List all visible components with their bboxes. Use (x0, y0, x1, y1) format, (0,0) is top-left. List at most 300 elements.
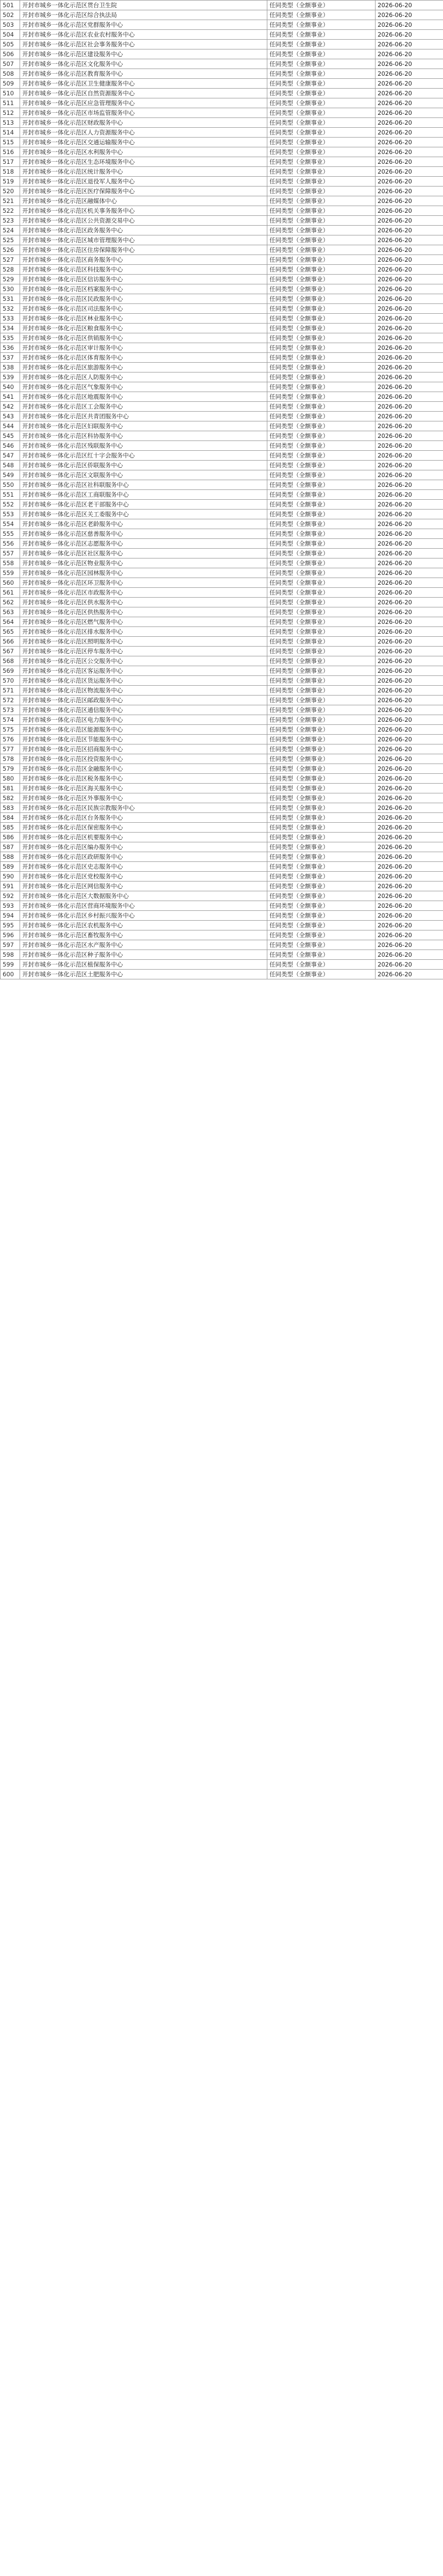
position-type: 任同类型（全额事业） (267, 461, 376, 470)
organization-name: 开封市城乡一体化示范区物流服务中心 (20, 686, 267, 696)
organization-name: 开封市城乡一体化示范区土肥服务中心 (20, 970, 267, 979)
table-row (1, 735, 443, 744)
organization-name: 开封市城乡一体化示范区党校服务中心 (20, 872, 267, 882)
row-number: 564 (1, 617, 20, 627)
table-row (1, 647, 443, 656)
row-number: 590 (1, 872, 20, 882)
organization-name: 开封市城乡一体化示范区水产服务中心 (20, 940, 267, 950)
deadline-date: 2026-06-20 (376, 578, 443, 588)
row-number: 577 (1, 744, 20, 754)
row-number: 543 (1, 412, 20, 421)
row-number: 537 (1, 353, 20, 363)
row-number: 585 (1, 823, 20, 833)
table-row (1, 304, 443, 314)
deadline-date: 2026-06-20 (376, 793, 443, 803)
organization-name: 开封市城乡一体化示范区水利服务中心 (20, 147, 267, 157)
organization-name: 开封市城乡一体化示范区保密服务中心 (20, 823, 267, 833)
table-row (1, 294, 443, 304)
deadline-date: 2026-06-20 (376, 872, 443, 882)
deadline-date: 2026-06-20 (376, 255, 443, 265)
row-number: 572 (1, 696, 20, 705)
row-number: 596 (1, 930, 20, 940)
position-type: 任同类型（全额事业） (267, 813, 376, 823)
table-row (1, 519, 443, 529)
organization-name: 开封市城乡一体化示范区自然资源服务中心 (20, 89, 267, 98)
position-type: 任同类型（全额事业） (267, 872, 376, 882)
row-number: 532 (1, 304, 20, 314)
position-type: 任同类型（全额事业） (267, 284, 376, 294)
table-row (1, 421, 443, 431)
row-number: 544 (1, 421, 20, 431)
position-type: 任同类型（全额事业） (267, 147, 376, 157)
organization-name: 开封市城乡一体化示范区通信服务中心 (20, 705, 267, 715)
deadline-date: 2026-06-20 (376, 803, 443, 813)
row-number: 589 (1, 862, 20, 872)
row-number: 506 (1, 49, 20, 59)
deadline-date: 2026-06-20 (376, 343, 443, 353)
position-type: 任同类型（全额事业） (267, 735, 376, 744)
position-type: 任同类型（全额事业） (267, 402, 376, 412)
organization-name: 开封市城乡一体化示范区政研服务中心 (20, 852, 267, 862)
position-type: 任同类型（全额事业） (267, 921, 376, 930)
deadline-date: 2026-06-20 (376, 490, 443, 500)
row-number: 550 (1, 480, 20, 490)
organization-name: 开封市城乡一体化示范区融媒体中心 (20, 196, 267, 206)
position-type: 任同类型（全额事业） (267, 529, 376, 539)
row-number: 573 (1, 705, 20, 715)
table-row (1, 882, 443, 891)
organization-name: 开封市城乡一体化示范区照明服务中心 (20, 637, 267, 647)
table-row (1, 607, 443, 617)
position-type: 任同类型（全额事业） (267, 1, 376, 10)
position-type: 任同类型（全额事业） (267, 510, 376, 519)
position-type: 任同类型（全额事业） (267, 656, 376, 666)
row-number: 582 (1, 793, 20, 803)
organization-name: 开封市城乡一体化示范区老干部服务中心 (20, 500, 267, 510)
deadline-date: 2026-06-20 (376, 187, 443, 196)
position-type: 任同类型（全额事业） (267, 598, 376, 607)
deadline-date: 2026-06-20 (376, 392, 443, 402)
row-number: 591 (1, 882, 20, 891)
deadline-date: 2026-06-20 (376, 823, 443, 833)
deadline-date: 2026-06-20 (376, 118, 443, 128)
row-number: 583 (1, 803, 20, 813)
row-number: 540 (1, 382, 20, 392)
row-number: 576 (1, 735, 20, 744)
position-type: 任同类型（全额事业） (267, 353, 376, 363)
row-number: 599 (1, 960, 20, 970)
organization-name: 开封市城乡一体化示范区台务服务中心 (20, 813, 267, 823)
table-row (1, 578, 443, 588)
deadline-date: 2026-06-20 (376, 940, 443, 950)
table-row (1, 803, 443, 813)
position-type: 任同类型（全额事业） (267, 568, 376, 578)
table-row (1, 108, 443, 118)
table-row (1, 588, 443, 598)
deadline-date: 2026-06-20 (376, 568, 443, 578)
row-number: 536 (1, 343, 20, 353)
row-number: 595 (1, 921, 20, 930)
organization-name: 开封市城乡一体化示范区种子服务中心 (20, 950, 267, 960)
position-type: 任同类型（全额事业） (267, 333, 376, 343)
position-type: 任同类型（全额事业） (267, 470, 376, 480)
row-number: 530 (1, 284, 20, 294)
position-type: 任同类型（全额事业） (267, 686, 376, 696)
deadline-date: 2026-06-20 (376, 157, 443, 167)
position-type: 任同类型（全额事业） (267, 578, 376, 588)
table-row (1, 343, 443, 353)
position-type: 任同类型（全额事业） (267, 911, 376, 921)
row-number: 562 (1, 598, 20, 607)
deadline-date: 2026-06-20 (376, 891, 443, 901)
position-type: 任同类型（全额事业） (267, 696, 376, 705)
organization-name: 开封市城乡一体化示范区乡村振兴服务中心 (20, 911, 267, 921)
organization-name: 开封市城乡一体化示范区民政服务中心 (20, 294, 267, 304)
row-number: 511 (1, 98, 20, 108)
table-row (1, 402, 443, 412)
table-row (1, 470, 443, 480)
organization-name: 开封市城乡一体化示范区气象服务中心 (20, 382, 267, 392)
deadline-date: 2026-06-20 (376, 784, 443, 793)
position-type: 任同类型（全额事业） (267, 128, 376, 138)
table-row (1, 598, 443, 607)
organization-name: 开封市城乡一体化示范区人力资源服务中心 (20, 128, 267, 138)
organization-name: 开封市城乡一体化示范区植保服务中心 (20, 960, 267, 970)
table-row (1, 930, 443, 940)
table-row (1, 490, 443, 500)
deadline-date: 2026-06-20 (376, 40, 443, 49)
position-type: 任同类型（全额事业） (267, 265, 376, 275)
row-number: 574 (1, 715, 20, 725)
position-type: 任同类型（全额事业） (267, 255, 376, 265)
row-number: 593 (1, 901, 20, 911)
position-type: 任同类型（全额事业） (267, 901, 376, 911)
position-type: 任同类型（全额事业） (267, 314, 376, 324)
table-row (1, 157, 443, 167)
row-number: 517 (1, 157, 20, 167)
table-row (1, 921, 443, 930)
table-row (1, 764, 443, 774)
row-number: 578 (1, 754, 20, 764)
table-row (1, 500, 443, 510)
table-row (1, 187, 443, 196)
organization-name: 开封市城乡一体化示范区能源服务中心 (20, 725, 267, 735)
position-type: 任同类型（全额事业） (267, 764, 376, 774)
organization-name: 开封市城乡一体化示范区社会事务服务中心 (20, 40, 267, 49)
organization-name: 开封市城乡一体化示范区商务服务中心 (20, 255, 267, 265)
deadline-date: 2026-06-20 (376, 108, 443, 118)
deadline-date: 2026-06-20 (376, 774, 443, 784)
deadline-date: 2026-06-20 (376, 647, 443, 656)
row-number: 598 (1, 950, 20, 960)
organization-name: 开封市城乡一体化示范区畜牧服务中心 (20, 930, 267, 940)
row-number: 555 (1, 529, 20, 539)
organization-name: 开封市城乡一体化示范区信访服务中心 (20, 275, 267, 284)
deadline-date: 2026-06-20 (376, 715, 443, 725)
deadline-date: 2026-06-20 (376, 235, 443, 245)
deadline-date: 2026-06-20 (376, 216, 443, 226)
deadline-date: 2026-06-20 (376, 412, 443, 421)
deadline-date: 2026-06-20 (376, 813, 443, 823)
table-row (1, 960, 443, 970)
position-type: 任同类型（全额事业） (267, 490, 376, 500)
position-type: 任同类型（全额事业） (267, 891, 376, 901)
row-number: 509 (1, 79, 20, 89)
deadline-date: 2026-06-20 (376, 98, 443, 108)
position-type: 任同类型（全额事业） (267, 363, 376, 372)
organization-name: 开封市城乡一体化示范区工商联服务中心 (20, 490, 267, 500)
row-number: 566 (1, 637, 20, 647)
row-number: 586 (1, 833, 20, 842)
position-type: 任同类型（全额事业） (267, 588, 376, 598)
table-row (1, 98, 443, 108)
table-row (1, 20, 443, 30)
row-number: 526 (1, 245, 20, 255)
table-row (1, 324, 443, 333)
table-row (1, 696, 443, 705)
table-row (1, 451, 443, 461)
table-row (1, 833, 443, 842)
position-type: 任同类型（全额事业） (267, 304, 376, 314)
organization-name: 开封市城乡一体化示范区公交服务中心 (20, 656, 267, 666)
row-number: 567 (1, 647, 20, 656)
table-row (1, 793, 443, 803)
organization-name: 开封市城乡一体化示范区供销服务中心 (20, 333, 267, 343)
deadline-date: 2026-06-20 (376, 842, 443, 852)
deadline-date: 2026-06-20 (376, 89, 443, 98)
deadline-date: 2026-06-20 (376, 128, 443, 138)
row-number: 561 (1, 588, 20, 598)
position-type: 任同类型（全额事业） (267, 216, 376, 226)
organization-name: 开封市城乡一体化示范区财政服务中心 (20, 118, 267, 128)
deadline-date: 2026-06-20 (376, 196, 443, 206)
organization-name: 开封市城乡一体化示范区民族宗教服务中心 (20, 803, 267, 813)
row-number: 510 (1, 89, 20, 98)
row-number: 535 (1, 333, 20, 343)
position-type: 任同类型（全额事业） (267, 647, 376, 656)
organization-name: 开封市城乡一体化示范区司法服务中心 (20, 304, 267, 314)
table-row (1, 138, 443, 147)
table-row (1, 813, 443, 823)
row-number: 542 (1, 402, 20, 412)
position-type: 任同类型（全额事业） (267, 930, 376, 940)
roster-table-body (1, 1, 443, 979)
table-row (1, 872, 443, 882)
organization-name: 开封市城乡一体化示范区统计服务中心 (20, 167, 267, 177)
row-number: 579 (1, 764, 20, 774)
position-type: 任同类型（全额事业） (267, 226, 376, 235)
position-type: 任同类型（全额事业） (267, 862, 376, 872)
row-number: 597 (1, 940, 20, 950)
position-type: 任同类型（全额事业） (267, 108, 376, 118)
table-row (1, 480, 443, 490)
table-row (1, 901, 443, 911)
organization-name: 开封市城乡一体化示范区老龄服务中心 (20, 519, 267, 529)
organization-name: 开封市城乡一体化示范区客运服务中心 (20, 666, 267, 676)
table-row (1, 177, 443, 187)
table-row (1, 529, 443, 539)
table-row (1, 49, 443, 59)
position-type: 任同类型（全额事业） (267, 637, 376, 647)
row-number: 571 (1, 686, 20, 696)
position-type: 任同类型（全额事业） (267, 940, 376, 950)
deadline-date: 2026-06-20 (376, 911, 443, 921)
organization-name: 开封市城乡一体化示范区海关服务中心 (20, 784, 267, 793)
position-type: 任同类型（全额事业） (267, 98, 376, 108)
row-number: 507 (1, 59, 20, 69)
row-number: 524 (1, 226, 20, 235)
table-row (1, 754, 443, 764)
table-row (1, 970, 443, 979)
table-row (1, 382, 443, 392)
row-number: 549 (1, 470, 20, 480)
table-row (1, 118, 443, 128)
position-type: 任同类型（全额事业） (267, 676, 376, 686)
table-row (1, 265, 443, 275)
organization-name: 开封市城乡一体化示范区侨联服务中心 (20, 461, 267, 470)
row-number: 534 (1, 324, 20, 333)
organization-name: 开封市城乡一体化示范区营商环境服务中心 (20, 901, 267, 911)
deadline-date: 2026-06-20 (376, 519, 443, 529)
table-row (1, 539, 443, 549)
deadline-date: 2026-06-20 (376, 950, 443, 960)
table-row (1, 940, 443, 950)
position-type: 任同类型（全额事业） (267, 441, 376, 451)
organization-name: 开封市城乡一体化示范区综合执法局 (20, 10, 267, 20)
row-number: 548 (1, 461, 20, 470)
organization-name: 开封市城乡一体化示范区邮政服务中心 (20, 696, 267, 705)
organization-name: 开封市城乡一体化示范区人防服务中心 (20, 372, 267, 382)
position-type: 任同类型（全额事业） (267, 294, 376, 304)
organization-name: 开封市城乡一体化示范区医疗保障服务中心 (20, 187, 267, 196)
organization-name: 开封市城乡一体化示范区共青团服务中心 (20, 412, 267, 421)
organization-name: 开封市城乡一体化示范区红十字会服务中心 (20, 451, 267, 461)
deadline-date: 2026-06-20 (376, 275, 443, 284)
table-row (1, 686, 443, 696)
row-number: 525 (1, 235, 20, 245)
row-number: 568 (1, 656, 20, 666)
organization-name: 开封市城乡一体化示范区地震服务中心 (20, 392, 267, 402)
deadline-date: 2026-06-20 (376, 970, 443, 979)
deadline-date: 2026-06-20 (376, 226, 443, 235)
organization-name: 开封市城乡一体化示范区妇联服务中心 (20, 421, 267, 431)
organization-name: 开封市城乡一体化示范区物业服务中心 (20, 558, 267, 568)
organization-name: 开封市城乡一体化示范区慈善服务中心 (20, 529, 267, 539)
deadline-date: 2026-06-20 (376, 59, 443, 69)
row-number: 559 (1, 568, 20, 578)
row-number: 545 (1, 431, 20, 441)
deadline-date: 2026-06-20 (376, 735, 443, 744)
deadline-date: 2026-06-20 (376, 598, 443, 607)
organization-name: 开封市城乡一体化示范区体育服务中心 (20, 353, 267, 363)
row-number: 546 (1, 441, 20, 451)
position-type: 任同类型（全额事业） (267, 852, 376, 862)
row-number: 553 (1, 510, 20, 519)
deadline-date: 2026-06-20 (376, 833, 443, 842)
deadline-date: 2026-06-20 (376, 1, 443, 10)
row-number: 569 (1, 666, 20, 676)
organization-name: 开封市城乡一体化示范区大数据服务中心 (20, 891, 267, 901)
position-type: 任同类型（全额事业） (267, 882, 376, 891)
organization-name: 开封市城乡一体化示范区税务服务中心 (20, 774, 267, 784)
organization-name: 开封市城乡一体化示范区供水服务中心 (20, 598, 267, 607)
deadline-date: 2026-06-20 (376, 245, 443, 255)
table-row (1, 333, 443, 343)
row-number: 513 (1, 118, 20, 128)
table-row (1, 656, 443, 666)
deadline-date: 2026-06-20 (376, 637, 443, 647)
deadline-date: 2026-06-20 (376, 324, 443, 333)
organization-name: 开封市城乡一体化示范区农机服务中心 (20, 921, 267, 930)
position-type: 任同类型（全额事业） (267, 69, 376, 79)
organization-name: 开封市城乡一体化示范区金融服务中心 (20, 764, 267, 774)
table-row (1, 353, 443, 363)
position-type: 任同类型（全额事业） (267, 960, 376, 970)
organization-name: 开封市城乡一体化示范区残联服务中心 (20, 441, 267, 451)
organization-name: 开封市城乡一体化示范区编办服务中心 (20, 842, 267, 852)
table-row (1, 79, 443, 89)
table-row (1, 89, 443, 98)
position-type: 任同类型（全额事业） (267, 372, 376, 382)
table-row (1, 372, 443, 382)
row-number: 519 (1, 177, 20, 187)
position-type: 任同类型（全额事业） (267, 970, 376, 979)
table-row (1, 862, 443, 872)
position-type: 任同类型（全额事业） (267, 705, 376, 715)
position-type: 任同类型（全额事业） (267, 431, 376, 441)
deadline-date: 2026-06-20 (376, 676, 443, 686)
organization-name: 开封市城乡一体化示范区审计服务中心 (20, 343, 267, 353)
row-number: 528 (1, 265, 20, 275)
organization-name: 开封市城乡一体化示范区环卫服务中心 (20, 578, 267, 588)
deadline-date: 2026-06-20 (376, 69, 443, 79)
organization-name: 开封市城乡一体化示范区文化服务中心 (20, 59, 267, 69)
position-type: 任同类型（全额事业） (267, 725, 376, 735)
organization-name: 开封市城乡一体化示范区市场监管服务中心 (20, 108, 267, 118)
table-row (1, 705, 443, 715)
position-type: 任同类型（全额事业） (267, 803, 376, 813)
table-row (1, 167, 443, 177)
row-number: 539 (1, 372, 20, 382)
position-type: 任同类型（全额事业） (267, 49, 376, 59)
row-number: 588 (1, 852, 20, 862)
position-type: 任同类型（全额事业） (267, 118, 376, 128)
row-number: 505 (1, 40, 20, 49)
organization-name: 开封市城乡一体化示范区机关事务服务中心 (20, 206, 267, 216)
table-row (1, 911, 443, 921)
position-type: 任同类型（全额事业） (267, 784, 376, 793)
deadline-date: 2026-06-20 (376, 372, 443, 382)
position-type: 任同类型（全额事业） (267, 774, 376, 784)
position-type: 任同类型（全额事业） (267, 666, 376, 676)
deadline-date: 2026-06-20 (376, 705, 443, 715)
position-type: 任同类型（全额事业） (267, 324, 376, 333)
row-number: 580 (1, 774, 20, 784)
organization-name: 开封市城乡一体化示范区货运服务中心 (20, 676, 267, 686)
position-type: 任同类型（全额事业） (267, 157, 376, 167)
position-type: 任同类型（全额事业） (267, 950, 376, 960)
position-type: 任同类型（全额事业） (267, 842, 376, 852)
position-type: 任同类型（全额事业） (267, 79, 376, 89)
table-row (1, 275, 443, 284)
deadline-date: 2026-06-20 (376, 304, 443, 314)
deadline-date: 2026-06-20 (376, 696, 443, 705)
deadline-date: 2026-06-20 (376, 539, 443, 549)
position-type: 任同类型（全额事业） (267, 187, 376, 196)
table-row (1, 617, 443, 627)
position-type: 任同类型（全额事业） (267, 206, 376, 216)
row-number: 504 (1, 30, 20, 40)
